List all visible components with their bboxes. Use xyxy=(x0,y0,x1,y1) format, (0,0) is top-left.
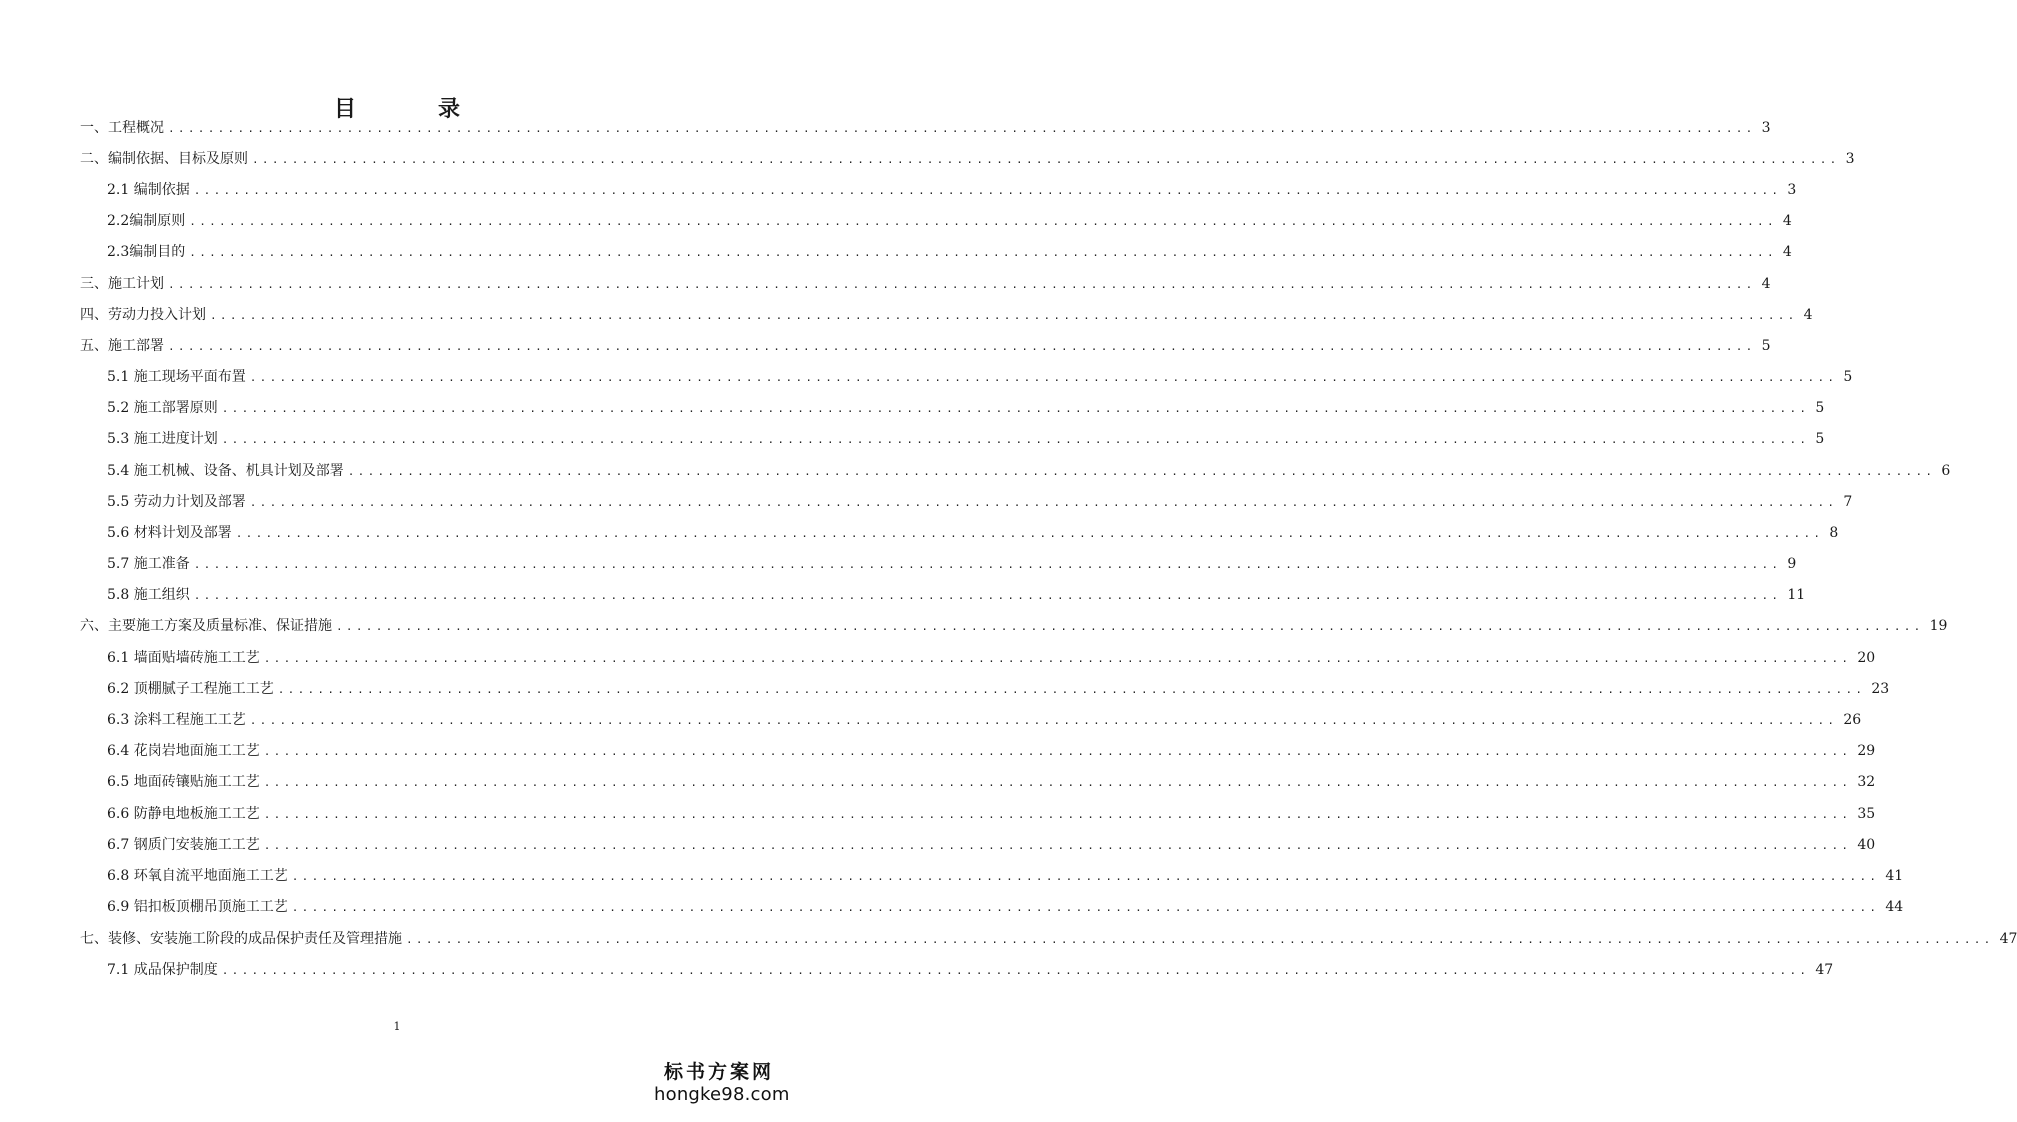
toc-entry[interactable] xyxy=(107,428,1825,450)
toc-entry-title: 2.1 编制依据 xyxy=(107,182,190,198)
toc-entry-title: 6.5 地面砖镶贴施工工艺 xyxy=(107,774,260,790)
toc-entry-title: 5.8 施工组织 xyxy=(107,587,190,603)
toc-entry[interactable] xyxy=(107,179,1797,201)
toc-entry-page: 5 xyxy=(1815,431,1825,447)
toc-entry[interactable] xyxy=(107,959,1834,981)
toc-entry[interactable] xyxy=(107,647,1876,669)
toc-entry-page: 41 xyxy=(1885,868,1904,884)
watermark-en-text: hongke98.com xyxy=(654,1084,790,1105)
watermark-cn-text: 标书方案网 xyxy=(663,1061,774,1083)
toc-entry-title: 一、工程概况 xyxy=(80,120,164,136)
toc-entry-title: 5.3 施工进度计划 xyxy=(107,431,218,447)
toc-entry[interactable] xyxy=(107,865,1904,887)
toc-entry-page: 4 xyxy=(1782,244,1792,260)
toc-entry[interactable] xyxy=(80,335,1771,357)
toc-entry-title: 六、主要施工方案及质量标准、保证措施 xyxy=(80,618,332,634)
toc-leader-dots: ................................................................................................................................................................ xyxy=(263,776,1852,789)
toc-entry-title: 5.2 施工部署原则 xyxy=(107,400,218,416)
toc-entry[interactable] xyxy=(107,397,1825,419)
toc-entry-page: 35 xyxy=(1857,806,1876,822)
toc-entry-title: 2.3编制目的 xyxy=(107,244,186,260)
toc-entry[interactable] xyxy=(107,740,1876,762)
toc-leader-dots: ................................................................................................................................................................ xyxy=(193,184,1782,197)
toc-entry-title: 6.7 钢质门安装施工工艺 xyxy=(107,837,260,853)
toc-entry-page: 5 xyxy=(1843,369,1853,385)
toc-leader-dots: ................................................................................................................................................................ xyxy=(210,309,1798,322)
toc-entry-title: 6.3 涂料工程施工工艺 xyxy=(107,712,246,728)
toc-entry-page: 9 xyxy=(1787,556,1797,572)
toc-entry[interactable] xyxy=(107,522,1839,544)
toc-leader-dots: ................................................................................................................................................................ xyxy=(277,683,1866,696)
toc-entry-title: 5.5 劳动力计划及部署 xyxy=(107,494,246,510)
toc-entry-page: 47 xyxy=(1999,931,2017,947)
toc-entry-page: 3 xyxy=(1845,151,1855,167)
toc-leader-dots: ................................................................................................................................................................ xyxy=(168,122,1756,135)
toc-entry[interactable] xyxy=(80,928,2017,950)
toc-entry-title: 6.2 顶棚腻子工程施工工艺 xyxy=(107,681,274,697)
toc-leader-dots: ................................................................................................................................................................ xyxy=(221,433,1810,446)
toc-entry[interactable] xyxy=(107,896,1904,918)
toc-entry-page: 5 xyxy=(1815,400,1825,416)
toc-leader-dots: ................................................................................................................................................................ xyxy=(263,839,1852,852)
toc-entry[interactable] xyxy=(107,491,1853,513)
toc-leader-dots: ................................................................................................................................................................ xyxy=(193,589,1782,602)
toc-entry[interactable] xyxy=(107,366,1853,388)
toc-entry-page: 19 xyxy=(1929,618,1948,634)
toc-leader-dots: ................................................................................................................................................................ xyxy=(347,465,1936,478)
toc-entry-title: 5.6 材料计划及部署 xyxy=(107,525,232,541)
toc-entry[interactable] xyxy=(107,678,1890,700)
toc-leader-dots: ................................................................................................................................................................ xyxy=(168,278,1756,291)
toc-entry-page: 26 xyxy=(1843,712,1862,728)
toc-leader-dots: ................................................................................................................................................................ xyxy=(263,652,1852,665)
toc-entry[interactable] xyxy=(107,834,1876,856)
toc-entry-page: 4 xyxy=(1761,276,1771,292)
toc-entry-title: 6.9 铝扣板顶棚吊顶施工工艺 xyxy=(107,899,288,915)
toc-leader-dots: ................................................................................................................................................................ xyxy=(221,964,1810,977)
toc-entry-page: 5 xyxy=(1761,338,1771,354)
toc-entry-title: 5.4 施工机械、设备、机具计划及部署 xyxy=(107,463,344,479)
toc-entry-page: 32 xyxy=(1857,774,1876,790)
toc-entry-title: 5.7 施工准备 xyxy=(107,556,190,572)
toc-entry[interactable] xyxy=(107,460,1951,482)
toc-entry-title: 6.6 防静电地板施工工艺 xyxy=(107,806,260,822)
toc-leader-dots: ................................................................................................................................................................ xyxy=(249,371,1838,384)
toc-leader-dots: ................................................................................................................................................................ xyxy=(221,402,1810,415)
toc-entry-title: 6.1 墙面贴墙砖施工工艺 xyxy=(107,650,260,666)
toc-entry-page: 20 xyxy=(1857,650,1876,666)
toc-leader-dots: ................................................................................................................................................................ xyxy=(291,870,1880,883)
toc-entry[interactable] xyxy=(80,148,1855,170)
toc-leader-dots: ................................................................................................................................................................ xyxy=(193,558,1782,571)
toc-entry-title: 二、编制依据、目标及原则 xyxy=(80,151,248,167)
toc-leader-dots: ................................................................................................................................................................ xyxy=(168,340,1756,353)
toc-entry[interactable] xyxy=(107,709,1862,731)
toc-entry-title: 6.4 花岗岩地面施工工艺 xyxy=(107,743,260,759)
toc-entry-page: 47 xyxy=(1815,962,1834,978)
toc-entry[interactable] xyxy=(107,241,1792,263)
toc-entry-page: 8 xyxy=(1829,525,1839,541)
toc-entry-title: 6.8 环氧自流平地面施工工艺 xyxy=(107,868,288,884)
toc-leader-dots: ................................................................................................................................................................ xyxy=(252,153,1840,166)
toc-entry-page: 7 xyxy=(1843,494,1853,510)
toc-entry-page: 23 xyxy=(1871,681,1890,697)
toc-entry-title: 四、劳动力投入计划 xyxy=(80,307,206,323)
toc-entry-page: 4 xyxy=(1803,307,1813,323)
toc-entry-title: 三、施工计划 xyxy=(80,276,164,292)
toc-leader-dots: ................................................................................................................................................................ xyxy=(263,745,1852,758)
toc-entry-page: 44 xyxy=(1885,899,1904,915)
toc-entry[interactable] xyxy=(107,210,1792,232)
toc-entry[interactable] xyxy=(80,304,1813,326)
toc-leader-dots: ................................................................................................................................................................ xyxy=(263,808,1852,821)
toc-leader-dots: ................................................................................................................................................................ xyxy=(249,496,1838,509)
toc-entry-title: 5.1 施工现场平面布置 xyxy=(107,369,246,385)
toc-leader-dots: ................................................................................................................................................................ xyxy=(189,215,1777,228)
toc-entry-page: 29 xyxy=(1857,743,1876,759)
toc-entry[interactable] xyxy=(107,553,1797,575)
toc-entry-page: 3 xyxy=(1787,182,1797,198)
toc-leader-dots: ................................................................................................................................................................ xyxy=(235,527,1824,540)
toc-entry-page: 11 xyxy=(1787,587,1806,603)
toc-entry[interactable] xyxy=(80,273,1771,295)
toc-entry-page: 3 xyxy=(1761,120,1771,136)
toc-entry[interactable] xyxy=(80,117,1771,139)
watermark-logo xyxy=(654,1060,790,1106)
toc-entry-title: 2.2编制原则 xyxy=(107,213,186,229)
toc-entry-title: 五、施工部署 xyxy=(80,338,164,354)
toc-leader-dots: ................................................................................................................................................................ xyxy=(249,714,1838,727)
toc-entry-page: 4 xyxy=(1782,213,1792,229)
toc-entry-title: 七、装修、安装施工阶段的成品保护责任及管理措施 xyxy=(80,931,402,947)
toc-entry[interactable] xyxy=(80,615,1948,637)
page-title: 目 录 xyxy=(333,96,490,122)
toc-leader-dots: ................................................................................................................................................................ xyxy=(336,620,1924,633)
toc-entry[interactable] xyxy=(107,584,1806,606)
toc-entry-title: 7.1 成品保护制度 xyxy=(107,962,218,978)
toc-leader-dots: ................................................................................................................................................................ xyxy=(406,933,1994,946)
toc-entry-page: 6 xyxy=(1941,463,1951,479)
toc-leader-dots: ................................................................................................................................................................ xyxy=(189,246,1777,259)
toc-leader-dots: ................................................................................................................................................................ xyxy=(291,901,1880,914)
toc-entry-page: 40 xyxy=(1857,837,1876,853)
page-number: 1 xyxy=(393,1020,401,1033)
toc-entry[interactable] xyxy=(107,771,1876,793)
toc-entry[interactable] xyxy=(107,803,1876,825)
